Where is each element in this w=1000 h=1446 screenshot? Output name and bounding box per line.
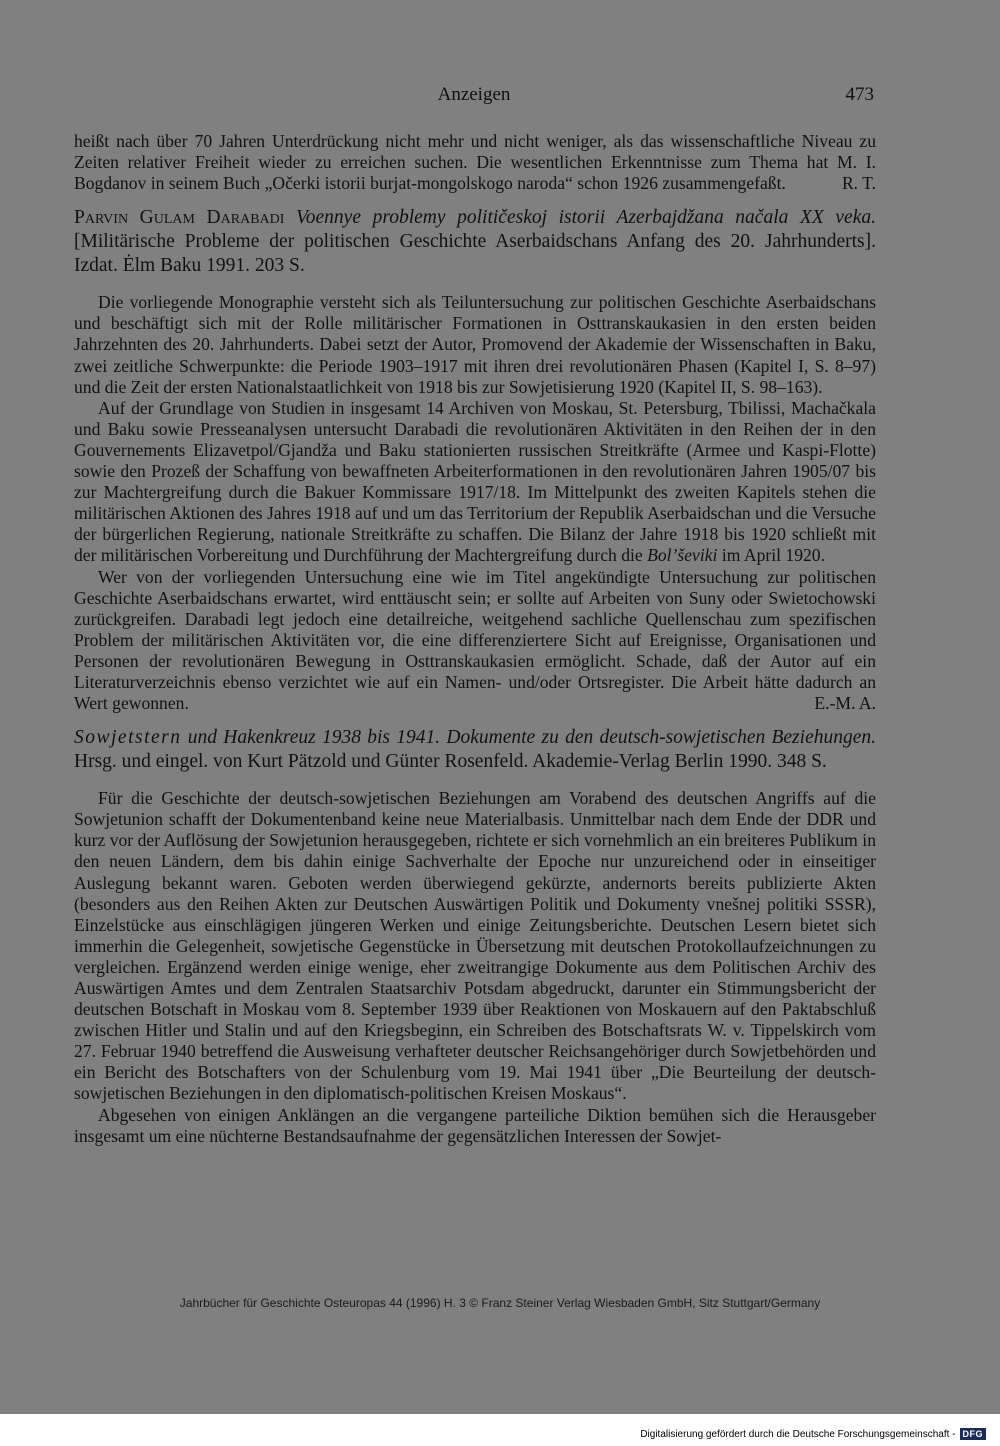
review-sowjetstern-paragraph-2: Abgesehen von einigen Anklängen an die vergangene parteiliche Diktion bemühen sich die Herausgeber insgesamt um eine nüchterne Bestandsaufnahme der gegensätzlichen Interessen der Sowjet-: [74, 1104, 876, 1146]
review-darabadi-p2-text: Auf der Grundlage von Studien in insgesamt 14 Archiven von Moskau, St. Petersburg, Tbilissi, Machačkala und Baku sowie Presseanalysen untersucht Darabadi die revolutionären Aktivitäten in den Reihen der in den Gouvernements Elizavetpol/Gjandža und Baku stationierten russischen Streitkräfte (Armee und Kaspi-Flotte) sowie den Prozeß der Schaffung von bewaffneten Arbeiterformationen in den revolutionären Jahren 1905/07 bis zur Machtergreifung durch die Bakuer Kommissare 1917/18. Im Mittelpunkt des zweiten Kapitels stehen die militärischen Aktionen des Jahres 1918 auf und um das Territorium der Republik Aserbaidschan und die Versuche der bürgerlichen Regierung, nationale Streitkräfte zu schaffen. Die Bilanz der Jahre 1918 bis 1920 schließt mit der militärischen Vorbereitung und Durchführung der Machtergreifung durch die: [74, 397, 876, 566]
dfg-funding-bar: [640, 1426, 986, 1442]
running-head: [74, 84, 874, 110]
review-darabadi-details: [Militärische Probleme der politischen Geschichte Aserbaidschans Anfang des 20. Jahrhunderts]. Izdat. Ėlm Baku 1991. 203 S.: [74, 231, 876, 277]
running-head-title: Anzeigen: [437, 84, 511, 105]
spacer: [74, 194, 876, 206]
review-darabadi-paragraph-3: [74, 567, 876, 715]
review-darabadi-paragraph-1: Die vorliegende Monographie versteht sich als Teiluntersuchung zur politischen Geschichte Aserbaidschans und beschäftigt sich mit der Rolle militärischer Formationen in Osttranskaukasien in den ersten beiden Jahrzehnten des 20. Jahrhunderts. Dabei setzt der Autor, Promovend der Akademie der Wissenschaften in Baku, zwei zeitliche Schwerpunkte: die Periode 1903–1917 mit ihren drei revolutionären Phasen (Kapitel I, S. 8–97) und die Zeit der ersten Nationalstaatlichkeit von 1918 bis zur Sowjetisierung 1920 (Kapitel II, S. 98–163).: [74, 292, 876, 397]
review-darabadi-signature: E.-M. A.: [814, 693, 876, 714]
review-darabadi-title: Voennye problemy političeskoj istorii Azerbajdžana načala XX veka.: [296, 207, 876, 229]
review-prev-text: heißt nach über 70 Jahren Unterdrückung nicht mehr und nicht weniger, als das wissenschaftliche Niveau zu Zeiten relativer Freiheit wieder zu erreichen suchen. Die wesentlichen Erkenntnisse zum Thema hat M. I. Bogdanov in seinem Buch „Očerki istorii burjat-mongolskogo naroda“ schon 1926 zusammengefaßt.: [74, 131, 876, 194]
spacer: [74, 278, 876, 292]
review-sowjetstern-title-spaced: Sowjetstern: [74, 727, 182, 749]
review-prev-signature: R. T.: [841, 173, 876, 194]
review-sowjetstern-details: Hrsg. und eingel. von Kurt Pätzold und Günter Rosenfeld. Akademie-Verlag Berlin 1990. 348 S.: [74, 751, 827, 773]
review-darabadi-paragraph-2: [74, 398, 876, 567]
review-darabadi-p2-end: im April 1920.: [721, 545, 825, 566]
dfg-logo-icon: DFG: [960, 1428, 987, 1440]
review-prev-paragraph: [74, 131, 876, 194]
dfg-funding-text: Digitalisierung gefördert durch die Deutsche Forschungsgemeinschaft -: [640, 1428, 956, 1440]
spacer: [74, 774, 876, 788]
review-sowjetstern-paragraph-1: Für die Geschichte der deutsch-sowjetischen Beziehungen am Vorabend des deutschen Angriffs auf die Sowjetunion schafft der Dokumentenband keine neue Materialbasis. Unmittelbar nach dem Ende der DDR und kurz vor der Auflösung der Sowjetunion herausgegeben, richtete er sich vornehmlich an ein breiteres Publikum in den neuen Ländern, dem bis dahin einige Sachverhalte der Epoche nur unzureichend oder in einseitiger Auslegung bekannt waren. Geboten werden überwiegend gekürzte, andernorts bereits publizierte Akten (besonders aus den Reihen Akten zur Deutschen Auswärtigen Politik und Dokumenty vnešnej politiki SSSR), Einzelstücke aus einschlägigen jüngeren Werken und einige Zeitungsberichte. Deutschen Lesern bietet sich immerhin die Gelegenheit, sowjetische Gegenstücke in Übersetzung mit deutschen Protokollaufzeichnungen zu vergleichen. Ergänzend werden einige wenige, eher zweitrangige Dokumente aus dem Politischen Archiv des Auswärtigen Amtes und dem Zentralen Staatsarchiv Potsdam abgedruckt, darunter ein Stimmungsbericht der deutschen Botschaft in Moskau vom 8. September 1939 über Reaktionen von Moskauern auf den Paktabschluß zwischen Hitler und Stalin und auf den Kriegsbeginn, ein Schreiben des Botschaftsrats W. v. Tippelskirch vom 27. Februar 1940 betreffend die Ausweisung verhafteter deutscher Reichsangehöriger durch Sowjetbehörden und ein Bericht des Botschafters von der Schulenburg vom 19. Mai 1941 über „Die Beurteilung der deutsch-sowjetischen Beziehungen in den diplomatisch-politischen Kreisen Moskaus“.: [74, 788, 876, 1104]
review-sowjetstern-title: und Hakenkreuz 1938 bis 1941. Dokumente zu den deutsch-sowjetischen Beziehungen.: [187, 727, 876, 749]
spacer: [74, 714, 876, 726]
review-darabadi-p2-italic: Bol’ševiki: [647, 545, 718, 566]
footer-citation: Jahrbücher für Geschichte Osteuropas 44 (1996) H. 3 © Franz Steiner Verlag Wiesbaden GmbH, Sitz Stuttgart/Germany: [179, 1296, 821, 1310]
review-darabadi-heading: [74, 206, 876, 278]
review-darabadi-author: Parvin Gulam Darabadi: [74, 207, 285, 229]
review-sowjetstern-heading: [74, 726, 876, 774]
review-darabadi-p3-text: Wer von der vorliegenden Untersuchung eine wie im Titel angekündigte Untersuchung zur politischen Geschichte Aserbaidschans erwartet, wird enttäuscht sein; er sollte auf Arbeiten von Suny oder Swietochowski zurückgreifen. Darabadi legt jedoch eine detailreiche, weitgehend sachliche Quellenschau zum spezifischen Problem der militärischen Aktivitäten vor, die eine differenziertere Sicht auf Ereignisse, Organisationen und Personen der revolutionären Bewegung in Osttranskaukasien ermöglicht. Schade, daß der Autor auf ein Literaturverzeichnis ebenso verzichtet wie auf ein Namen- und/oder Ortsregister. Die Arbeit hätte dadurch an Wert gewonnen.: [74, 566, 876, 714]
page-number: 473: [845, 84, 874, 105]
page-content: [74, 131, 876, 1147]
